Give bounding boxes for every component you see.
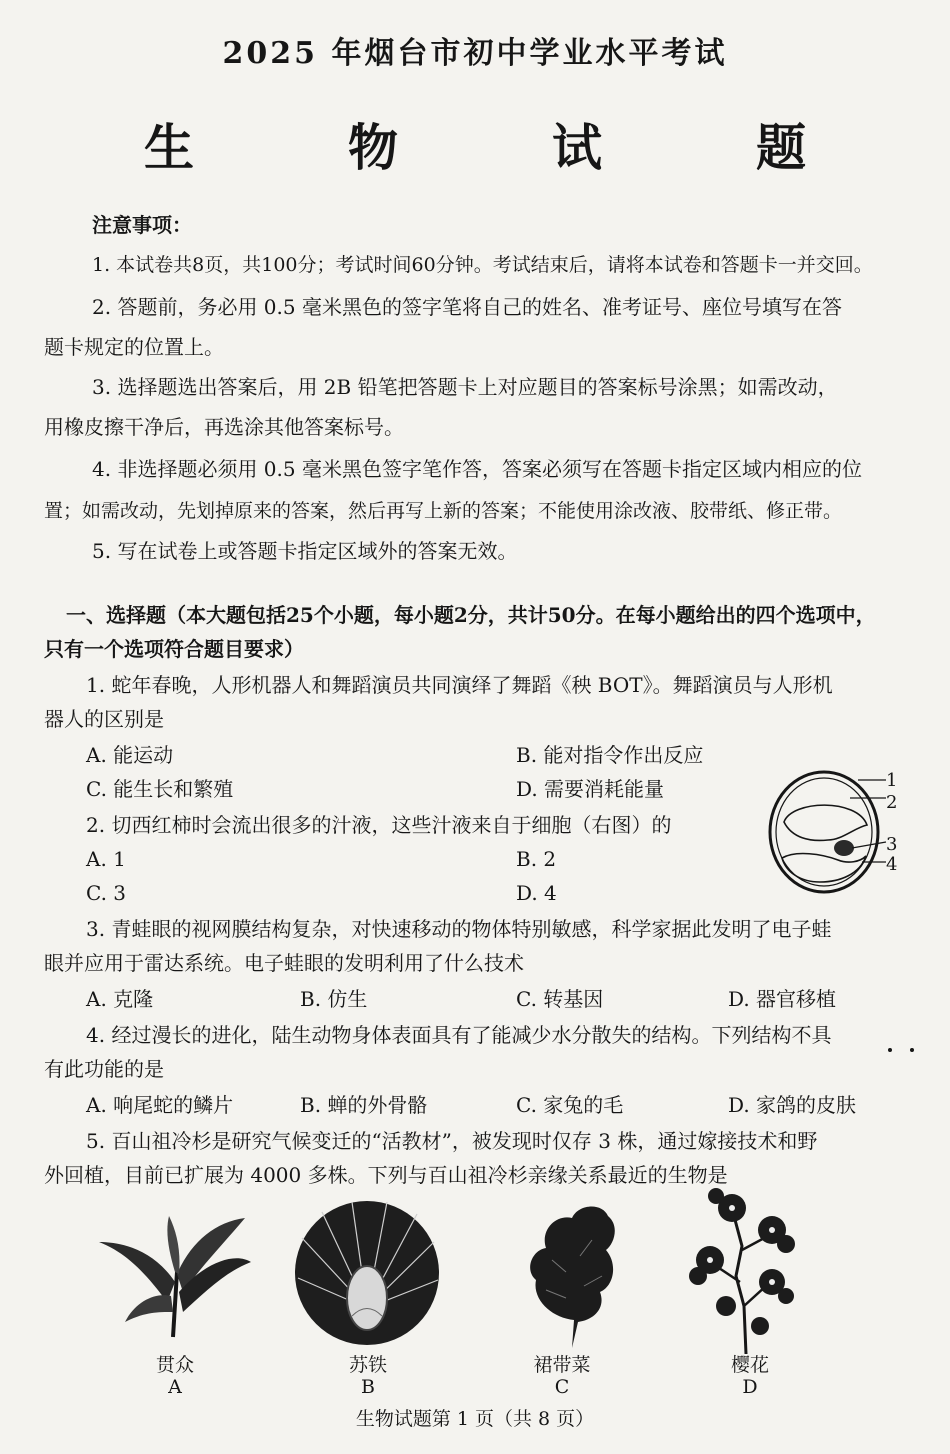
notice-line-4b: 置；如需改动，先划掉原来的答案，然后再写上新的答案；不能使用涂改液、胶带纸、修正带。 [44, 500, 843, 522]
notice-line-3b: 用橡皮擦干净后，再选涂其他答案标号。 [44, 415, 404, 439]
q1-option-d: D. 需要消耗能量 [516, 777, 665, 801]
plant-cell-figure [762, 770, 922, 910]
figure-a-name: 贯众 [155, 1354, 194, 1376]
figure-d-name: 樱花 [730, 1354, 769, 1376]
notice-line-5: 5. 写在试卷上或答题卡指定区域外的答案无效。 [92, 539, 518, 563]
notice-line-1: 1. 本试卷共8页，共100分；考试时间60分钟。考试结束后，请将本试卷和答题卡一并交回。 [92, 254, 873, 276]
cycad-image [292, 1198, 442, 1348]
cell-label-4: 4 [886, 854, 898, 875]
q3-option-b: B. 仿生 [300, 987, 368, 1011]
q4-option-b: B. 蝉的外骨骼 [300, 1093, 428, 1117]
fern-image [95, 1212, 255, 1342]
q2-option-a: A. 1 [86, 847, 126, 871]
section-heading-a: 一、选择题（本大题包括25个小题，每小题2分，共计50分。在每小题给出的四个选项中， [66, 603, 876, 627]
figure-b-name: 苏铁 [348, 1354, 387, 1376]
notice-line-2b: 题卡规定的位置上。 [44, 335, 224, 359]
figure-c-name: 裙带菜 [533, 1354, 591, 1376]
figure-c-letter: C [554, 1376, 570, 1398]
notice-line-2a: 2. 答题前，务必用 0.5 毫米黑色的签字笔将自己的姓名、准考证号、座位号填写在答 [92, 295, 842, 319]
q2-stem: 2. 切西红柿时会流出很多的汁液，这些汁液来自于细胞（右图）的 [86, 813, 672, 837]
q1-option-a: A. 能运动 [86, 743, 174, 767]
q3-option-a: A. 克隆 [86, 987, 154, 1011]
q5-stem-b: 外回植，目前已扩展为 4000 多株。下列与百山祖冷杉亲缘关系最近的生物是 [44, 1163, 728, 1187]
q2-option-c: C. 3 [86, 881, 127, 905]
cell-label-3: 3 [886, 834, 898, 855]
q5-stem-a: 5. 百山祖冷杉是研究气候变迁的“活教材”，被发现时仅存 3 株，通过嫁接技术和野 [86, 1129, 818, 1153]
emphasis-dot [888, 1048, 892, 1052]
subject-title: 生 物 试 题 [144, 118, 858, 177]
notice-line-3a: 3. 选择题选出答案后，用 2B 铅笔把答题卡上对应题目的答案标号涂黑；如需改动， [92, 375, 838, 399]
q4-option-a: A. 响尾蛇的鳞片 [86, 1093, 234, 1117]
q4-stem-a: 4. 经过漫长的进化，陆生动物身体表面具有了能减少水分散失的结构。下列结构不具 [86, 1023, 832, 1047]
q1-stem-a: 1. 蛇年春晚，人形机器人和舞蹈演员共同演绎了舞蹈《秧 BOT》。舞蹈演员与人形机 [86, 673, 833, 697]
q2-option-b: B. 2 [516, 847, 557, 871]
q3-option-c: C. 转基因 [516, 987, 604, 1011]
section-heading-b: 只有一个选项符合题目要求） [44, 637, 304, 661]
cell-label-2: 2 [886, 792, 898, 813]
figure-d-letter: D [742, 1376, 758, 1398]
q1-stem-b: 器人的区别是 [44, 707, 164, 731]
figure-a-letter: A [168, 1376, 182, 1398]
q1-option-b: B. 能对指令作出反应 [516, 743, 704, 767]
q3-stem-a: 3. 青蛙眼的视网膜结构复杂，对快速移动的物体特别敏感，科学家据此发明了电子蛙 [86, 917, 832, 941]
cherry-blossom-image [686, 1186, 806, 1356]
seaweed-image [522, 1200, 622, 1350]
notice-heading: 注意事项： [92, 213, 192, 237]
q4-stem-b: 有此功能的是 [44, 1057, 164, 1081]
q2-option-d: D. 4 [516, 881, 557, 905]
cell-label-1: 1 [886, 770, 898, 791]
exam-title: 2025 年烟台市初中学业水平考试 [222, 36, 728, 71]
q4-option-c: C. 家兔的毛 [516, 1093, 624, 1117]
notice-line-4a: 4. 非选择题必须用 0.5 毫米黑色签字笔作答，答案必须写在答题卡指定区域内相应的位 [92, 457, 862, 481]
figure-b-letter: B [361, 1376, 375, 1398]
q1-option-c: C. 能生长和繁殖 [86, 777, 234, 801]
q4-option-d: D. 家鸽的皮肤 [728, 1093, 857, 1117]
q3-option-d: D. 器官移植 [728, 987, 837, 1011]
page-footer: 生物试题第 1 页（共 8 页） [355, 1408, 595, 1430]
q3-stem-b: 眼并应用于雷达系统。电子蛙眼的发明利用了什么技术 [44, 951, 524, 975]
emphasis-dot [910, 1048, 914, 1052]
